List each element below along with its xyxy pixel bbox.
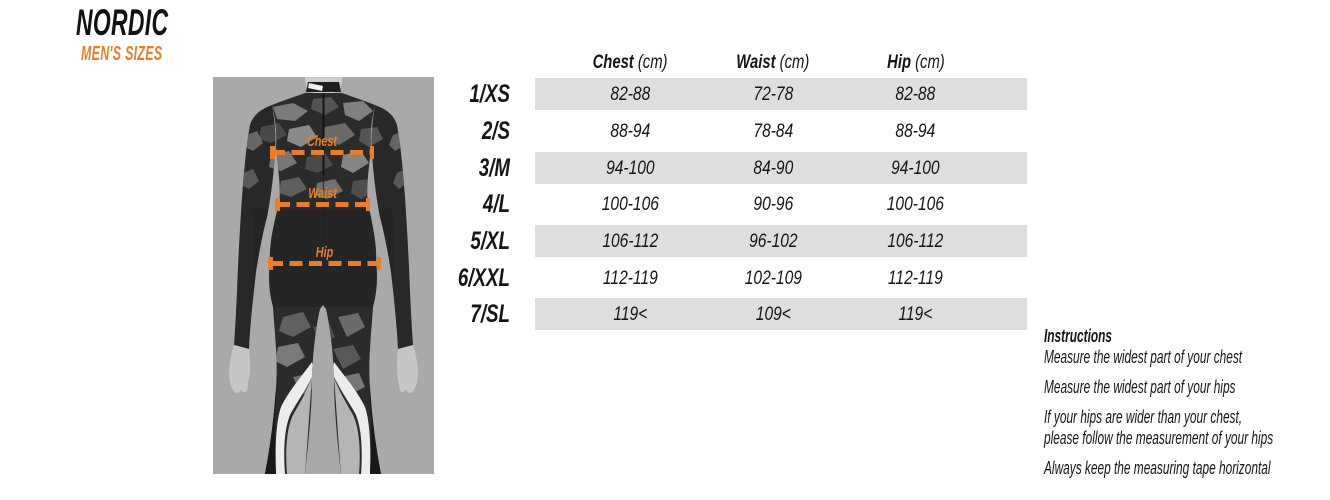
hip-value: 119< [898,303,933,325]
size-table-header [535,44,1027,72]
waist-measure-label: Waist [308,185,337,202]
table-row [380,188,1027,220]
table-row [380,78,1027,110]
hip-measure-line [270,261,379,266]
size-label: 2/S [481,116,510,145]
size-label: 5/XL [470,226,510,255]
instruction-line: Always keep the measuring tape horizontal [1044,458,1271,478]
header-chest: Chest (cm) [592,52,668,73]
chest-value: 106-112 [602,230,659,252]
hip-value: 94-100 [891,157,940,179]
hip-value: 100-106 [887,193,945,215]
instruction-line: If your hips are wider than your chest, [1044,407,1243,427]
table-row [380,152,1027,184]
instruction-line: please follow the measurement of your hips [1044,428,1274,448]
table-row [380,225,1027,257]
table-row [380,298,1027,330]
instructions-title: Instructions [1044,326,1112,346]
waist-value: 109< [755,303,791,325]
hip-value: 112-119 [888,267,944,289]
size-label: 4/L [482,189,510,218]
instruction-line: Measure the widest part of your hips [1044,377,1236,397]
size-label: 7/SL [470,299,510,328]
chest-measure-line [272,150,372,155]
table-row [380,262,1027,294]
chest-value: 112-119 [602,267,658,289]
size-label: 6/XXL [457,263,510,292]
hip-value: 106-112 [887,230,944,252]
table-row [380,115,1027,147]
chest-value: 94-100 [606,157,655,179]
chest-value: 119< [613,303,648,325]
hip-value: 88-94 [895,120,936,142]
chest-measure-label: Chest [306,133,338,150]
chest-value: 88-94 [610,120,651,142]
instructions-block [1044,326,1282,479]
waist-value: 90-96 [753,193,793,215]
brand-subtitle: MEN'S SIZES [81,43,163,65]
size-label: 3/M [478,153,510,182]
waist-value: 72-78 [753,83,793,105]
size-label: 1/XS [469,79,510,108]
waist-measure-line [277,202,368,207]
header-hip: Hip (cm) [886,52,945,73]
chest-value: 100-106 [601,193,659,215]
chest-value: 82-88 [610,83,651,105]
instruction-line: Measure the widest part of your chest [1044,347,1243,367]
waist-value: 96-102 [748,230,798,252]
header-waist: Waist (cm) [736,52,810,73]
waist-value: 84-90 [753,157,793,179]
hip-value: 82-88 [895,83,936,105]
hip-measure-label: Hip [315,244,334,261]
waist-value: 102-109 [744,267,802,289]
waist-value: 78-84 [753,120,793,142]
brand-logo [76,4,225,64]
brand-name: NORDIC [76,2,169,43]
